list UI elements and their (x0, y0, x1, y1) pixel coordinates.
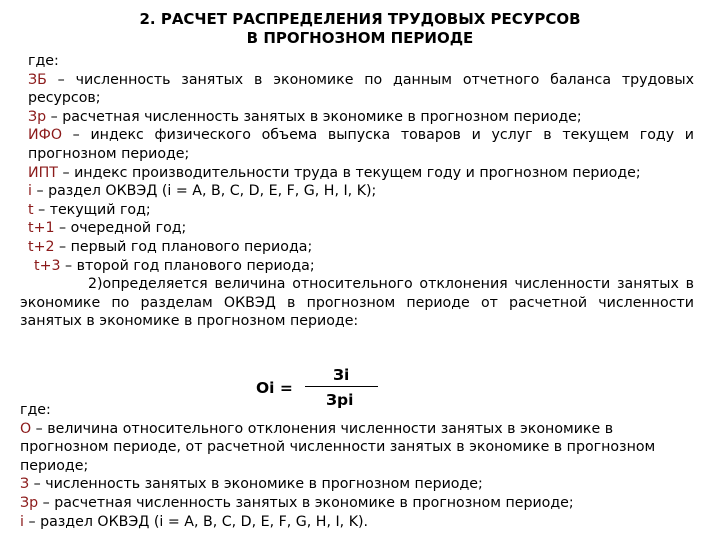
definition-t1-text: – очередной год; (54, 220, 187, 237)
definition-zr-text: – расчетная численность занятых в экономике в прогнозном периоде; (46, 108, 582, 125)
fraction-bar (305, 386, 378, 387)
definition-i-2-text: – раздел ОКВЭД (i = A, B, C, D, E, F, G, H, I, K). (23, 513, 369, 530)
definition-zr-2 (20, 494, 692, 513)
definition-zb-text: – численность занятых в экономике по данным отчетного баланса трудовых ресурсов; (28, 71, 694, 107)
definition-zb (22, 71, 694, 108)
step-2-text: 2)определяется величина относительного отклонения численности занятых в экономике по разделам ОКВЭД в прогнозном периоде от расчетной численности занятых в экономике в прогнозном периоде: (20, 276, 694, 330)
definition-ifo-text: – индекс физического объема выпуска товаров и услуг в текущем году и прогнозном периоде; (28, 127, 694, 162)
definition-t3 (22, 257, 694, 276)
definition-ipt-text: – индекс производительности труда в текущем году и прогнозном периоде; (57, 164, 641, 181)
page-title (40, 10, 680, 48)
symbol-i-2: i (20, 513, 24, 530)
symbol-zb: ЗБ (28, 71, 47, 88)
definition-t3-text: – второй год планового периода; (60, 257, 315, 274)
definition-i (22, 182, 694, 201)
definition-ifo (22, 126, 694, 163)
definition-z (20, 475, 692, 494)
definition-i-text: – раздел ОКВЭД (i = A, B, C, D, E, F, G, H, I, K); (31, 183, 377, 200)
formula-numerator: Зi (333, 366, 350, 384)
symbol-ipt: ИПТ (28, 164, 58, 181)
symbol-z: З (20, 476, 30, 493)
definition-zr (22, 108, 694, 127)
symbol-t2: t+2 (28, 238, 55, 255)
symbol-i: i (28, 183, 32, 200)
definition-t2 (22, 238, 694, 257)
symbol-t1: t+1 (28, 220, 55, 237)
title-line-2: В ПРОГНОЗНОМ ПЕРИОДЕ (246, 29, 474, 47)
title-line-1: 2. РАСЧЕТ РАСПРЕДЕЛЕНИЯ ТРУДОВЫХ РЕСУРСОВ (139, 10, 581, 28)
formula-denominator: Зрi (326, 391, 354, 409)
definition-o (20, 420, 692, 476)
symbol-o: О (20, 420, 32, 437)
where-label: где: (28, 53, 59, 69)
symbol-t: t (28, 201, 34, 218)
symbol-zr: Зр (28, 108, 47, 125)
definition-t-text: – текущий год; (33, 201, 151, 218)
definition-t1 (22, 219, 694, 238)
definition-o-text: – величина относительного отклонения численности занятых в экономике в прогнозном периоде, от расчетной численности занятых в экономике в прогнозном периоде; (20, 420, 656, 474)
symbol-t3: t+3 (34, 257, 61, 274)
definitions-block-2 (20, 401, 692, 531)
definition-z-text: – численность занятых в экономике в прогнозном периоде; (29, 476, 483, 493)
definition-t (22, 201, 694, 220)
definitions-block-1 (22, 52, 694, 331)
where-label-2: где: (20, 402, 51, 418)
definition-zr-2-text: – расчетная численность занятых в экономике в прогнозном периоде; (38, 494, 574, 511)
definition-t2-text: – первый год планового периода; (54, 238, 313, 255)
symbol-zr-2: Зр (20, 494, 39, 511)
definition-ipt (22, 164, 694, 183)
definition-i-2 (20, 513, 692, 532)
symbol-ifo: ИФО (28, 127, 62, 144)
formula-lhs: Оi = (256, 379, 293, 397)
